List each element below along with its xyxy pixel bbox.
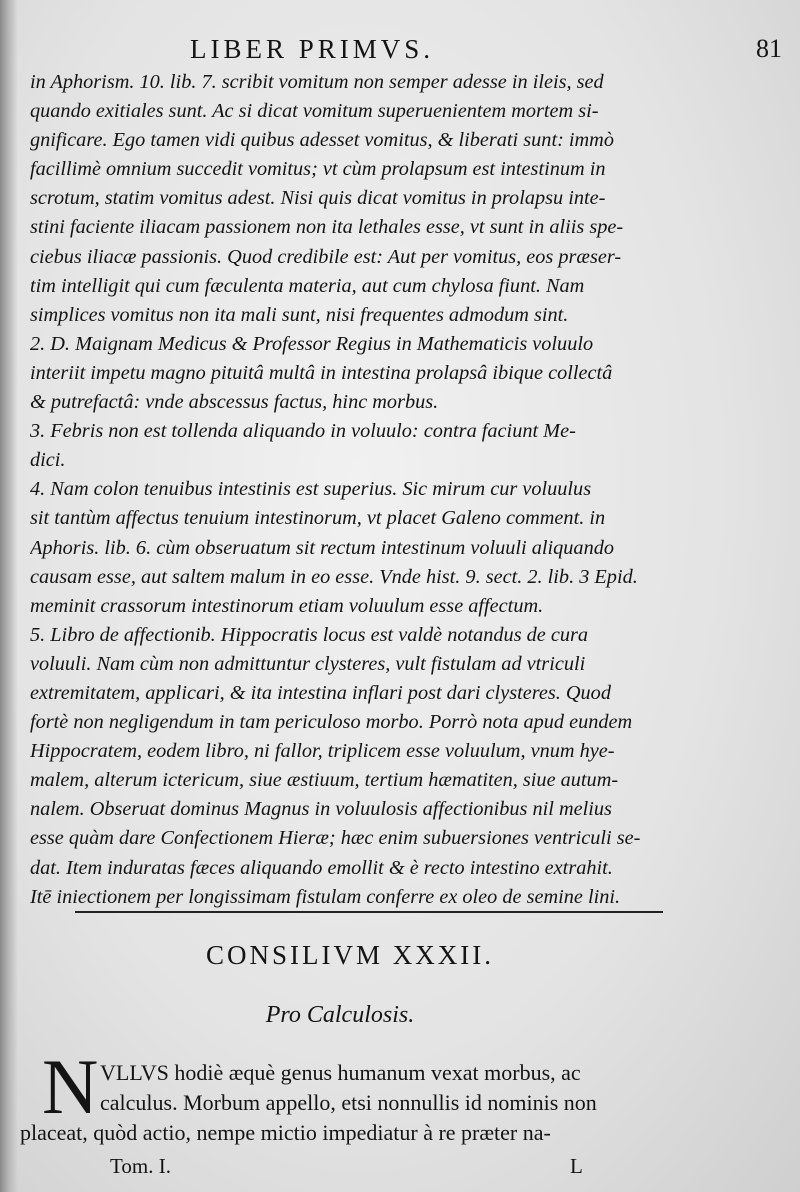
drop-cap: N: [42, 1043, 99, 1130]
opening-line: calculus. Morbum appello, etsi nonnullis id nominis non: [100, 1090, 597, 1115]
body-line: dat. Item induratas fæces aliquando emollit & è recto intestino extrahit.: [30, 856, 613, 879]
opening-line: VLLVS hodiè æquè genus humanum vexat morbus, ac: [100, 1060, 581, 1085]
body-line: meminit crassorum intestinorum etiam voluulum esse affectum.: [30, 594, 544, 617]
body-line: quando exitiales sunt. Ac si dicat vomitum superuenientem mortem si-: [30, 100, 599, 123]
body-line: esse quàm dare Confectionem Hieræ; hæc enim subuersiones ventriculi se-: [30, 827, 641, 850]
body-line: sit tantùm affectus tenuium intestinorum, vt placet Galeno comment. in: [30, 507, 606, 530]
body-text: [30, 68, 778, 912]
section-title: CONSILIVM XXXII.: [206, 940, 494, 970]
body-line: 4. Nam colon tenuibus intestinis est superius. Sic mirum cur voluulus: [30, 478, 592, 501]
signature-mark: Tom. I.: [110, 1154, 171, 1178]
body-line: 3. Febris non est tollenda aliquando in voluulo: contra faciunt Me-: [30, 420, 576, 443]
section-subtitle: Pro Calculosis.: [265, 1002, 415, 1028]
body-line: in Aphorism. 10. lib. 7. scribit vomitum non semper adesse in ileis, sed: [30, 71, 604, 93]
body-line: scrotum, statim vomitus adest. Nisi quis dicat vomitus in prolapsu inte-: [30, 187, 606, 210]
body-line: malem, alterum ictericum, siue æstiuum, tertium hæmatiten, siue autum-: [30, 769, 619, 792]
opening-line: placeat, quòd actio, nempe mictio impediatur à re præter na-: [20, 1120, 551, 1145]
body-line: stini faciente iliacam passionem non ita lethales esse, vt sunt in aliis spe-: [30, 216, 624, 239]
body-line: dici.: [30, 449, 66, 472]
running-head: LIBER PRIMVS.: [190, 34, 435, 64]
body-line: & putrefactâ: vnde abscessus factus, hinc morbus.: [30, 391, 439, 414]
body-line: facillimè omnium succedit vomitus; vt cùm prolapsum est intestinum in: [30, 158, 606, 181]
body-line: 2. D. Maignam Medicus & Professor Regius in Mathematicis voluulo: [30, 332, 594, 355]
body-line: 5. Libro de affectionib. Hippocratis locus est valdè notandus de cura: [30, 623, 589, 646]
body-line: Hippocratem, eodem libro, ni fallor, triplicem esse voluulum, vnum hye-: [30, 740, 615, 763]
body-line: fortè non negligendum in tam periculoso morbo. Porrò nota apud eundem: [30, 711, 633, 734]
body-line: tim intelligit qui cum fæculenta materia, aut cum chylosa fiunt. Nam: [30, 274, 585, 297]
body-line: Aphoris. lib. 6. cùm obseruatum sit rectum intestinum voluuli aliquando: [30, 536, 614, 559]
body-line: Itē iniectionem per longissimam fistulam conferre ex oleo de semine lini.: [30, 885, 621, 908]
body-line: causam esse, aut saltem malum in eo esse. Vnde hist. 9. sect. 2. lib. 3 Epid.: [30, 565, 638, 588]
section-divider: [75, 911, 663, 913]
body-line: extremitatem, applicari, & ita intestina inflari post dari clysteres. Quod: [30, 681, 611, 704]
body-line: simplices vomitus non ita mali sunt, nisi frequentes admodum sint.: [30, 303, 569, 326]
body-line: voluuli. Nam cùm non admittuntur clysteres, vult fistulam ad vtriculi: [30, 652, 586, 675]
body-line: ciebus iliacæ passionis. Quod credibile est: Aut per vomitus, eos præser-: [30, 245, 622, 268]
page-number: 81: [756, 34, 782, 63]
body-line: gnificare. Ego tamen vidi quibus adesset vomitus, & liberati sunt: immò: [30, 129, 614, 152]
gathering-mark: L: [570, 1154, 583, 1178]
body-line: nalem. Obseruat dominus Magnus in voluulosis affectionibus nil melius: [30, 798, 612, 821]
body-line: interiit impetu magno pituitâ multâ in intestina prolapsâ ibique collectâ: [30, 361, 613, 384]
